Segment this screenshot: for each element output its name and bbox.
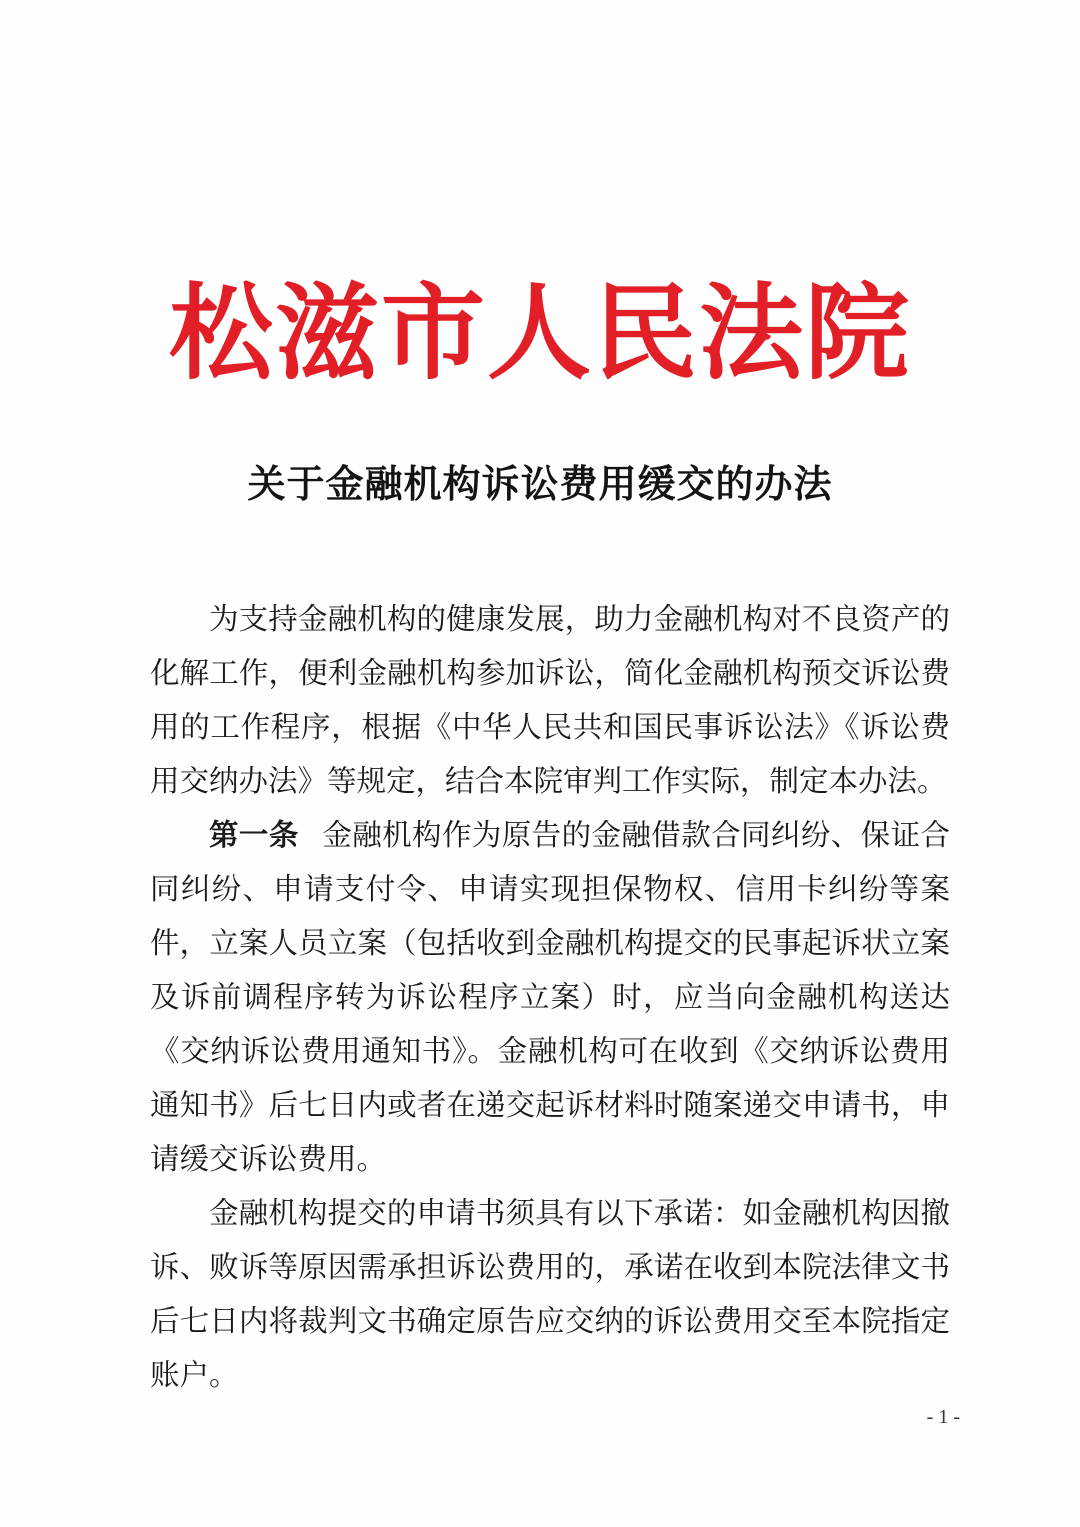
article-1-text: 金融机构作为原告的金融借款合同纠纷、保证合同纠纷、申请支付令、申请实现担保物权、信用卡纠纷等案件，立案人员立案（包括收到金融机构提交的民事起诉状立案及诉前调程序转为诉讼程序立案）时，应当向金融机构送达《交纳诉讼费用通知书》。金融机构可在收到《交纳诉讼费用通知书》后七日内或者在递交起诉材料时随案递交申请书，申请缓交诉讼费用。	[150, 818, 950, 1176]
page-number: - 1 -	[926, 1406, 960, 1428]
issuing-organization-header: 松滋市人民法院	[168, 271, 911, 394]
preamble-paragraph: 为支持金融机构的健康发展，助力金融机构对不良资产的化解工作，便利金融机构参加诉讼，简化金融机构预交诉讼费用的工作程序，根据《中华人民共和国民事诉讼法》《诉讼费用交纳办法》等规定，结合本院审判工作实际，制定本办法。	[150, 602, 950, 798]
commitment-paragraph: 金融机构提交的申请书须具有以下承诺：如金融机构因撤诉、败诉等原因需承担诉讼费用的，承诺在收到本院法律文书后七日内将裁判文书确定原告应交纳的诉讼费用交至本院指定账户。	[150, 1196, 950, 1392]
document-body	[150, 592, 950, 1402]
document-title: 关于金融机构诉讼费用缓交的办法	[247, 461, 833, 506]
article-1-label: 第一条	[209, 817, 299, 852]
article-1-paragraph	[150, 808, 950, 1186]
